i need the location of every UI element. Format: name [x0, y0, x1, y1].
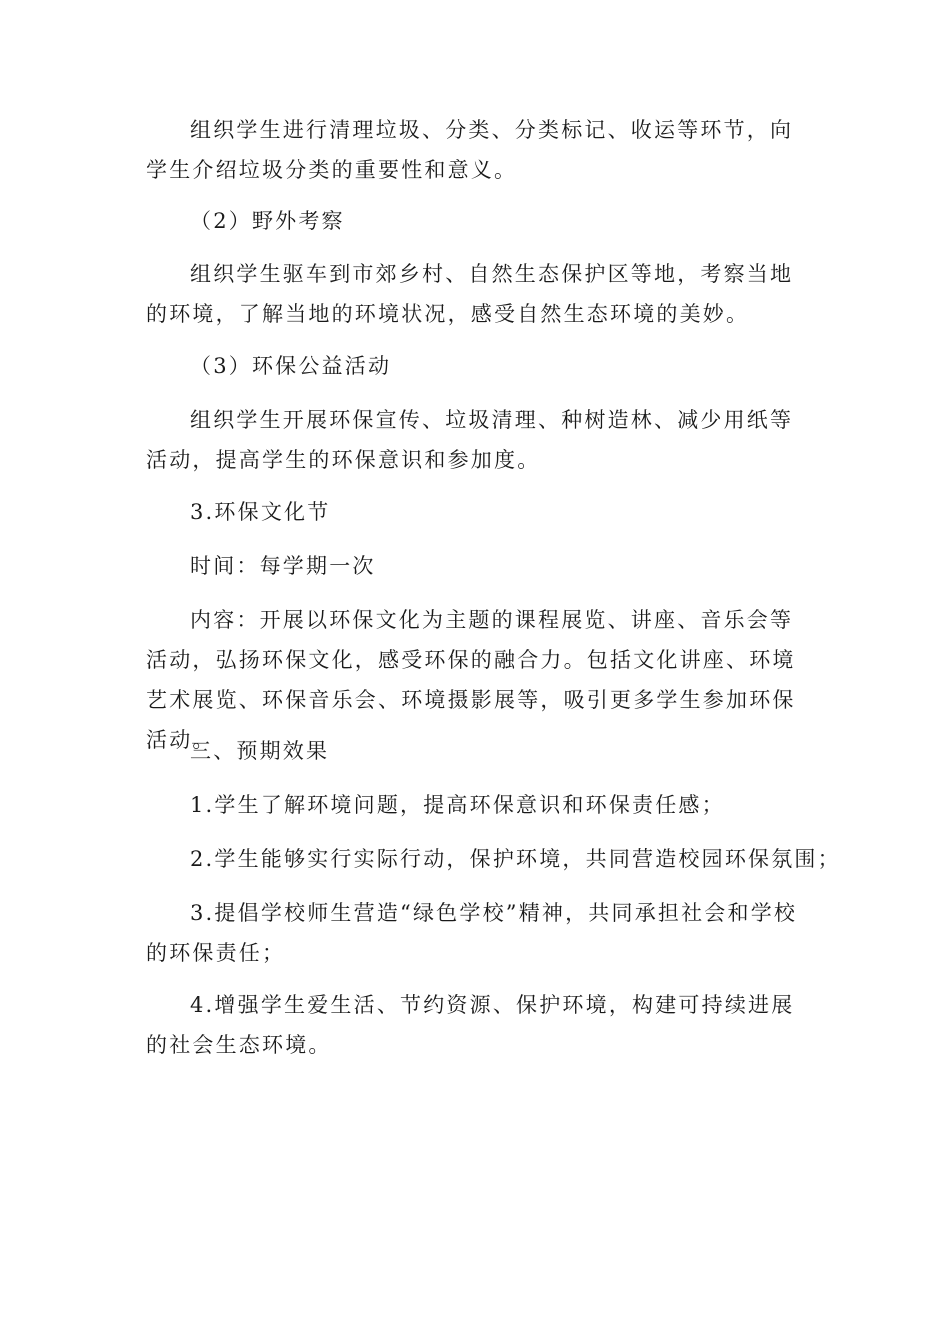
heading-expected-results: 三、预期效果: [190, 739, 330, 763]
list-item-result-2: 2.学生能够实行实际行动，保护环境，共同营造校园环保氛围；: [190, 847, 841, 871]
list-item-result-1: 1.学生了解环境问题，提高环保意识和环保责任感；: [190, 793, 725, 817]
heading-public-welfare: （3）环保公益活动: [190, 354, 392, 378]
list-item-result-3: 3.提倡学校师生营造“绿色学校”精神，共同承担社会和学校的环保责任；: [146, 901, 798, 965]
heading-field-trip: （2）野外考察: [190, 209, 345, 233]
list-item-result-4: 4.增强学生爱生活、节约资源、保护环境，构建可持续进展的社会生态环境。: [146, 993, 795, 1057]
paragraph-public-welfare: 组织学生开展环保宣传、垃圾清理、种树造林、减少用纸等活动，提高学生的环保意识和参加度。: [146, 408, 794, 472]
paragraph-field-trip: 组织学生驱车到市郊乡村、自然生态保护区等地，考察当地的环境，了解当地的环境状况，感受自然生态环境的美妙。: [146, 262, 794, 326]
heading-culture-festival: 3.环保文化节: [190, 500, 331, 524]
paragraph-time: 时间：每学期一次: [190, 554, 376, 578]
paragraph-garbage-sorting: 组织学生进行清理垃圾、分类、分类标记、收运等环节，向学生介绍垃圾分类的重要性和意义。: [146, 118, 794, 182]
paragraph-content: 内容：开展以环保文化为主题的课程展览、讲座、音乐会等活动，弘扬环保文化，感受环保的融合力。包括文化讲座、环境艺术展览、环保音乐会、环境摄影展等，吸引更多学生参加环保活动。: [146, 608, 796, 752]
